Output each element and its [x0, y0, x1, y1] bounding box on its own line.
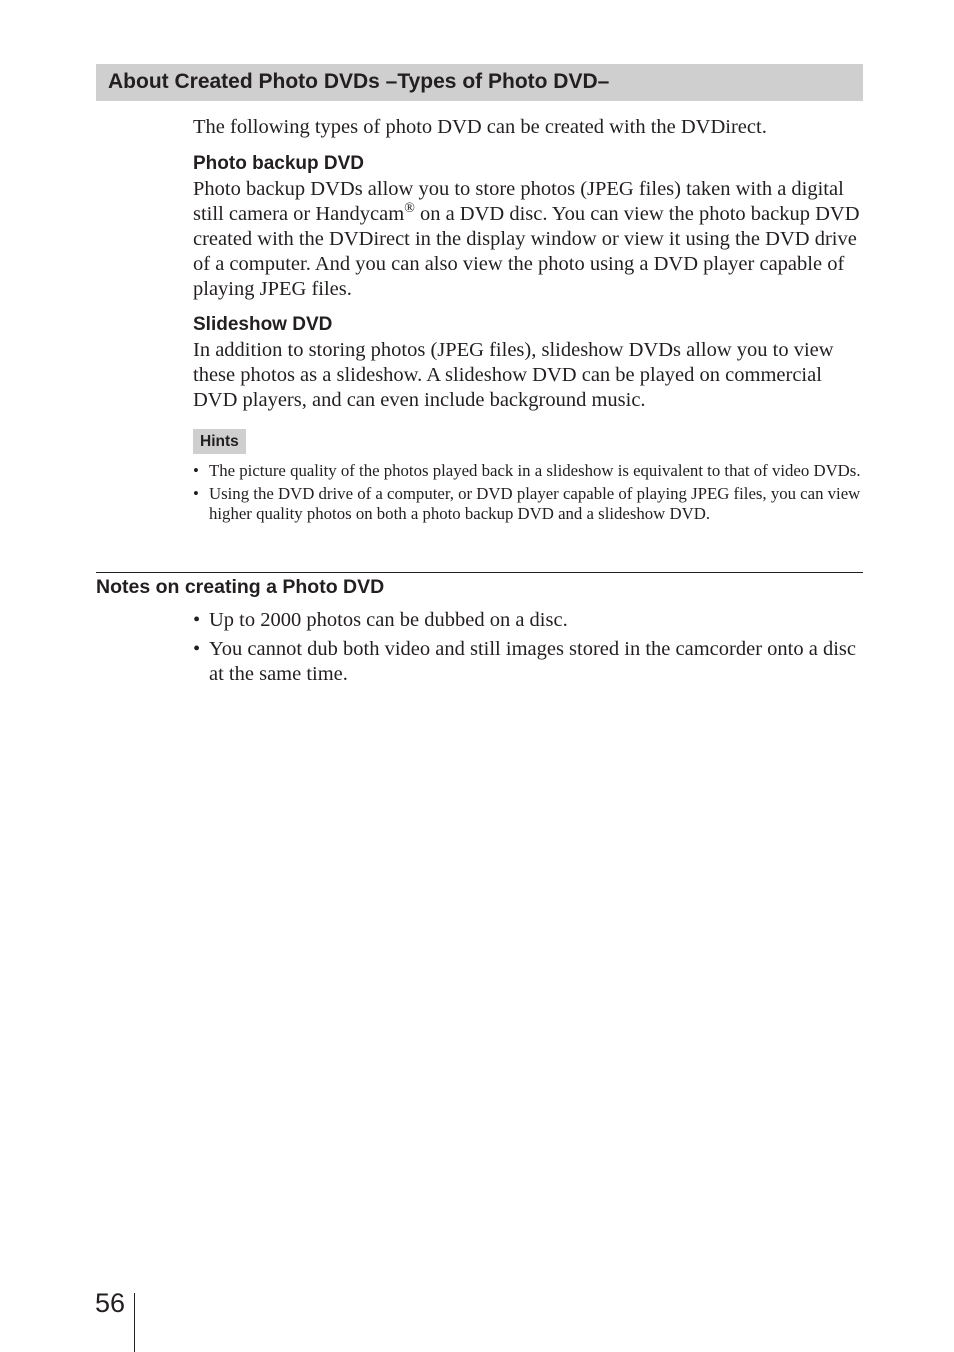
hint-item — [193, 484, 865, 524]
section-title: About Created Photo DVDs –Types of Photo DVD– — [108, 70, 610, 93]
note-item — [193, 608, 863, 633]
slideshow-paragraph: In addition to storing photos (JPEG files), slideshow DVDs allow you to view these photos as a slideshow. A slideshow DVD can be played on commercial DVD players, and can even include background music. — [193, 339, 834, 411]
photo-backup-heading: Photo backup DVD — [193, 153, 365, 174]
photo-backup-text-part2: on a DVD disc. You can view the photo backup DVD created with the DVDirect in the display window or view it using the DVD drive of a computer. And you can also view the photo using a DVD player capable of playing JPEG files. — [193, 203, 860, 300]
slideshow-heading: Slideshow DVD — [193, 314, 333, 335]
notes-heading: Notes on creating a Photo DVD — [96, 576, 385, 598]
note-item — [193, 637, 863, 687]
note-text: You cannot dub both video and still images stored in the camcorder onto a disc at the same time. — [209, 638, 856, 685]
hint-item — [193, 461, 865, 481]
hint-text: Using the DVD drive of a computer, or DVD player capable of playing JPEG files, you can view higher quality photos on both a photo backup DVD and a slideshow DVD. — [209, 484, 861, 523]
page-number: 56 — [95, 1288, 126, 1318]
photo-backup-paragraph — [193, 177, 863, 302]
bullet-icon: • — [193, 638, 201, 660]
page-number-divider — [134, 1293, 135, 1352]
bullet-icon: • — [193, 609, 201, 631]
note-text: Up to 2000 photos can be dubbed on a disc. — [209, 609, 568, 631]
intro-paragraph: The following types of photo DVD can be created with the DVDirect. — [193, 116, 767, 138]
bullet-icon: • — [193, 461, 199, 480]
photo-backup-text-part1: Photo backup DVDs allow you to store photos (JPEG files) taken with a digital still camera or Handycam — [193, 178, 844, 225]
section-header-bar — [96, 64, 863, 101]
section-divider — [96, 572, 863, 573]
bullet-icon: • — [193, 484, 199, 503]
hint-text: The picture quality of the photos played back in a slideshow is equivalent to that of video DVDs. — [209, 461, 861, 480]
notes-list — [193, 608, 863, 691]
hints-list — [193, 461, 865, 527]
registered-mark: ® — [404, 201, 415, 217]
hints-badge: Hints — [193, 429, 246, 454]
